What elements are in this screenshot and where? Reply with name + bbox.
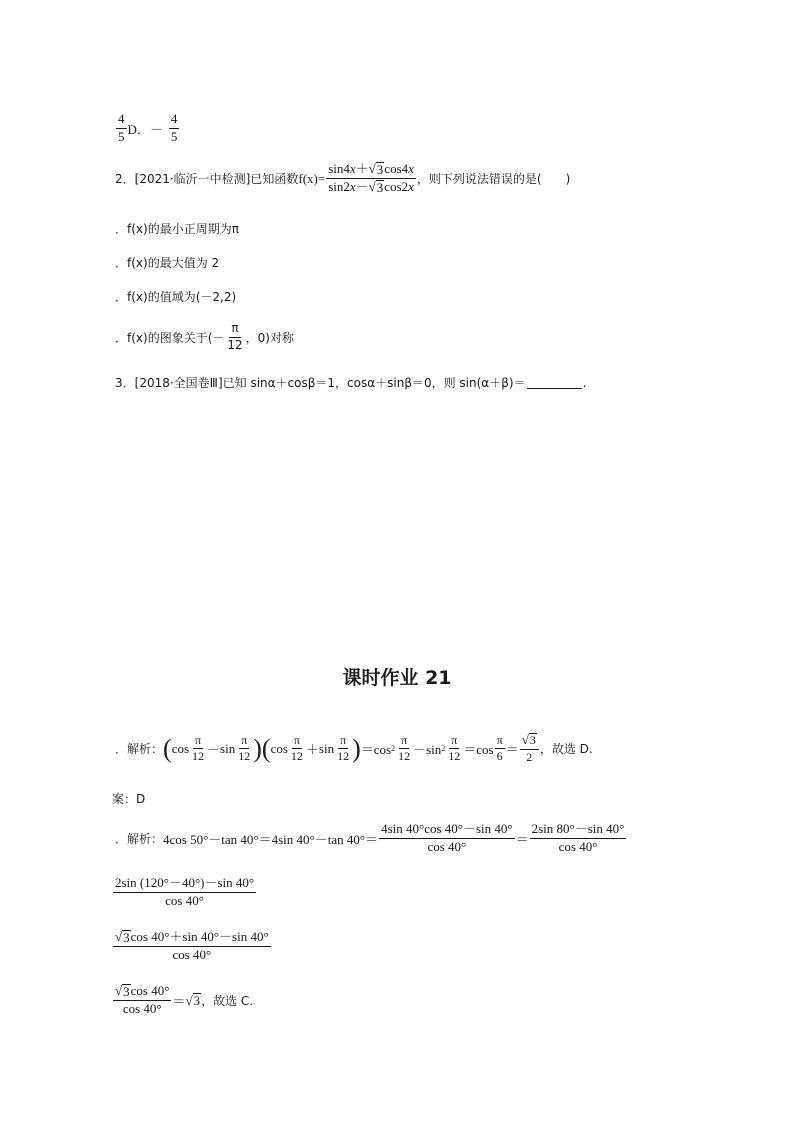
a1-two: 2 [526, 749, 533, 764]
a1-frac-6 [446, 734, 462, 765]
a2-frac-1-den: cos 40° [427, 838, 467, 854]
a2-step3-num-rest: cos 40°＋sin 40°－sin 40° [130, 929, 269, 944]
den-minus: － [355, 179, 369, 195]
sqrt-wrap [115, 984, 131, 999]
a2-step2-num: 2sin (120°－40°)－sin 40° [113, 876, 256, 893]
radical-icon: √ [115, 929, 123, 944]
option-d-denominator: 5 [170, 128, 178, 144]
a2-step4-eq: ＝ [172, 994, 186, 1010]
a1-square: 2 [441, 744, 446, 754]
right-paren-icon: ) [253, 733, 262, 763]
section-title: 课时作业 21 [342, 667, 452, 689]
a2-step4-sqrt: 3 [123, 984, 130, 999]
num-sqrt [369, 162, 385, 177]
a1-twelve: 12 [448, 749, 461, 764]
radical-icon: √ [521, 732, 529, 747]
q2-option-c-text: ．f(x)的值域为(－2,2) [115, 290, 237, 304]
a2-frac-2-num: 2sin 80°－sin 40° [530, 822, 627, 839]
a1-frac-2 [236, 734, 252, 765]
a1-twelve: 12 [398, 749, 411, 764]
a1-sqrt3 [520, 733, 539, 750]
answer-1-label: ．解析： [115, 742, 164, 757]
answer-1 [115, 733, 593, 765]
sqrt-wrap [522, 733, 537, 748]
question-2-label: 2．[2021·临沂一中检测]已知函数 [115, 172, 299, 187]
a2-step3-den: cos 40° [172, 947, 212, 963]
num-plus: ＋ [355, 161, 369, 176]
a2-step3-sqrt: 3 [123, 930, 130, 945]
q2-option-c [115, 288, 236, 305]
q1-options-tail [115, 112, 180, 145]
answer-2-step-4 [112, 984, 253, 1017]
a1-sqrt-value: 3 [529, 733, 536, 747]
a2-result-sqrt-value: 3 [193, 992, 201, 1008]
a1-frac-3 [289, 734, 305, 765]
a1-square: 2 [391, 744, 396, 754]
a2-step3-num [113, 930, 271, 947]
option-d-fraction [169, 112, 180, 145]
option-c-numerator: 4 [116, 112, 127, 129]
den-x2: x [408, 179, 414, 195]
a1-twelve: 12 [290, 749, 303, 764]
a1-twelve: 12 [192, 749, 205, 764]
a1-frac-4 [335, 734, 351, 765]
a2-step4-frac [113, 984, 171, 1017]
answer-2 [115, 822, 627, 855]
a1-tail: ，故选 D. [539, 742, 593, 757]
radical-icon: √ [185, 992, 193, 1008]
a1-pi: π [495, 734, 505, 750]
a2-step4-num [113, 984, 171, 1001]
a1-pi: π [399, 734, 409, 750]
radical-icon: √ [368, 179, 376, 195]
option-d-numerator: 4 [169, 112, 180, 129]
question-2-function: f(x)= [298, 170, 326, 186]
a2-eq: ＝ [515, 831, 529, 847]
a2-step2-frac [113, 876, 256, 909]
question-2-tail: ，则下列说法错误的是( ) [416, 172, 571, 187]
den-sin: sin2 [328, 179, 350, 195]
right-paren-icon: ) [352, 733, 361, 763]
num-cos: cos4 [384, 161, 409, 176]
num-sin: sin4 [328, 161, 350, 176]
a2-step4-num-rest: cos 40° [130, 983, 170, 998]
q2-option-b [115, 254, 219, 271]
a1-frac-8 [520, 733, 539, 765]
sqrt-wrap [115, 930, 131, 945]
answer-1-result-text: 案：D [112, 792, 146, 806]
a1-cos: cos [270, 740, 288, 756]
num-sqrt-value: 3 [376, 162, 384, 177]
answer-blank [527, 376, 582, 389]
a1-minus: － [207, 742, 221, 758]
a2-frac-1 [379, 822, 515, 855]
q2-option-d-num: π [229, 322, 240, 338]
num-x2: x [408, 161, 414, 176]
a1-eq: ＝ [505, 742, 519, 758]
a2-expr1: 4cos 50°－tan 40°＝4sin 40°－tan 40°＝ [163, 831, 379, 847]
a1-pi: π [239, 734, 249, 750]
a2-frac-2 [530, 822, 627, 855]
a1-frac-7 [495, 734, 505, 765]
question-2-denominator [326, 179, 416, 195]
a2-step4-den: cos 40° [122, 1001, 162, 1017]
den-sqrt [369, 180, 385, 195]
a1-six: 6 [496, 749, 503, 764]
a1-cos: cos [171, 740, 190, 756]
question-3-period: . [582, 375, 587, 390]
den-sqrt-value: 3 [376, 180, 384, 196]
question-3 [115, 374, 586, 391]
answer-2-step-3 [112, 930, 272, 963]
answer-1-result [112, 790, 145, 807]
q2-option-d [115, 322, 294, 353]
radical-icon: √ [368, 161, 376, 176]
a1-eq-cos-2: ＝cos [463, 742, 494, 758]
a2-frac-1-num: 4sin 40°cos 40°－sin 40° [379, 822, 515, 839]
q2-option-a [115, 220, 239, 237]
q2-option-d-den: 12 [227, 337, 243, 352]
a1-eq-cos: ＝cos [360, 742, 392, 758]
left-paren-icon: ( [163, 733, 172, 763]
question-2-fraction [326, 162, 416, 196]
a2-step3-frac [113, 930, 271, 963]
option-c-denominator: 5 [118, 128, 125, 144]
a2-step4-tail: ，故选 C. [201, 994, 254, 1009]
option-c-fraction [116, 112, 127, 145]
q2-option-b-text: ．f(x)的最大值为 2 [115, 256, 220, 270]
q2-option-d-pre: ．f(x)的图象关于(－ [115, 330, 225, 345]
question-3-text: 3．[2018·全国卷Ⅲ]已知 sinα＋cosβ＝1，cosα＋sinβ＝0，则 sin(α＋β)＝ [115, 376, 526, 390]
num-x: x [349, 161, 356, 176]
left-paren-icon: ( [261, 733, 271, 763]
q2-option-d-fraction [225, 322, 244, 353]
radical-icon: √ [115, 983, 123, 998]
a1-twelve: 12 [337, 749, 350, 764]
answer-2-label: ．解析： [115, 831, 164, 846]
a1-pi: π [292, 734, 302, 750]
a1-twelve: 12 [238, 749, 251, 764]
question-2 [115, 162, 570, 196]
a1-sin: sin [220, 740, 236, 756]
option-d-label: D．－ [127, 121, 163, 137]
a1-frac-5 [396, 734, 412, 765]
a1-frac-1 [190, 734, 206, 765]
a1-minus-sin: －sin [413, 742, 442, 758]
den-x: x [349, 179, 356, 195]
a2-frac-2-den: cos 40° [558, 838, 598, 854]
answer-2-step-2 [112, 876, 257, 909]
question-2-numerator [326, 162, 416, 179]
a1-sin: sin [318, 740, 335, 756]
a2-result-sqrt [185, 993, 201, 1009]
a1-plus: ＋ [305, 742, 319, 758]
a1-pi: π [338, 734, 348, 750]
a2-step2-den: cos 40° [165, 892, 204, 908]
q2-option-a-text: ．f(x)的最小正周期为π [115, 222, 239, 236]
q2-option-d-post: ，0)对称 [245, 330, 294, 345]
den-cos: cos2 [384, 179, 409, 195]
a1-pi: π [449, 734, 459, 750]
a1-pi: π [193, 734, 203, 750]
